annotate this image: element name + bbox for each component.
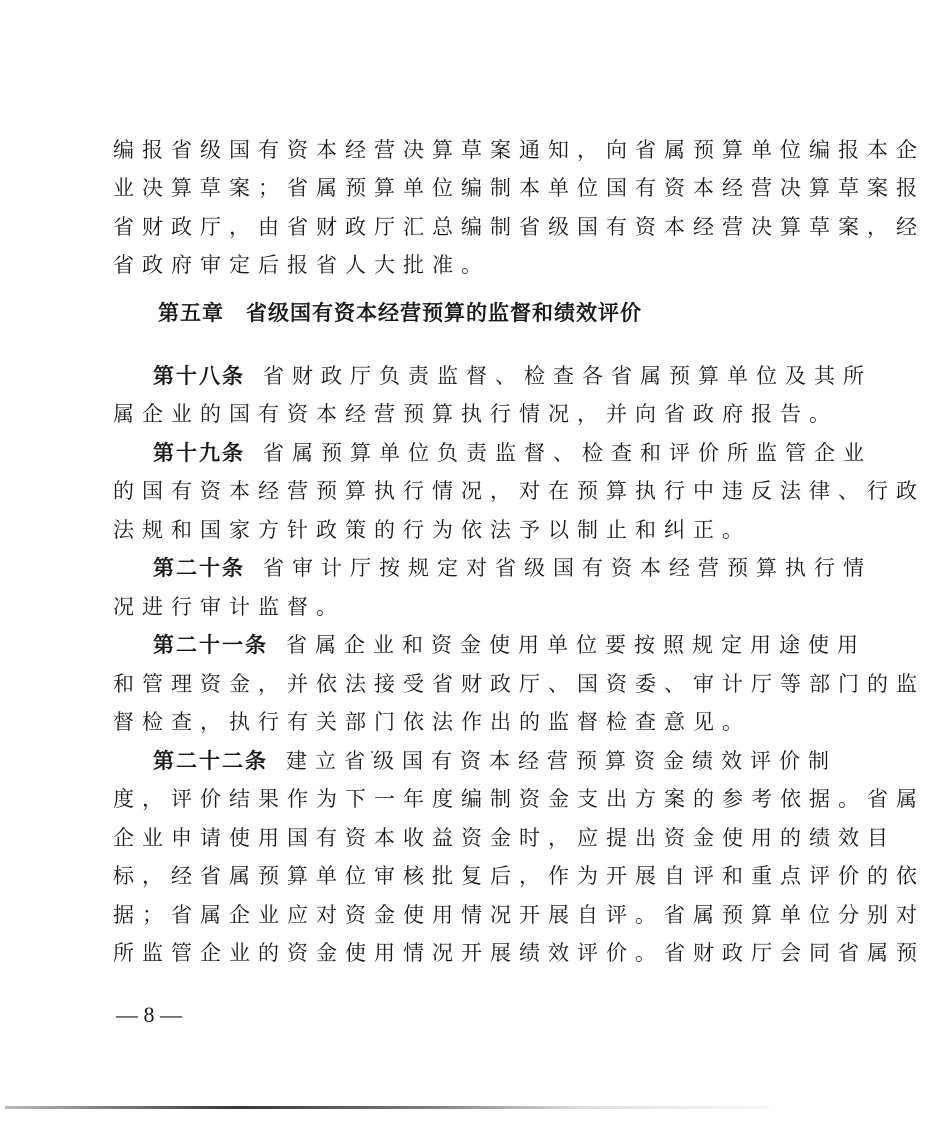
page-number: — 8 — <box>116 1002 182 1027</box>
intro-line: 业决算草案；省属预算单位编制本单位国有资本经营决算草案报 <box>113 176 925 200</box>
article-text: 省属预算单位负责监督、检查和评价所监管企业 <box>263 441 872 465</box>
chapter-title: 省级国有资本经营预算的监督和绩效评价 <box>246 300 642 325</box>
chapter-number: 第五章 <box>158 300 224 325</box>
article-text: 省审计厅按规定对省级国有资本经营预算执行情 <box>263 556 872 580</box>
article-line: 督检查，执行有关部门依法作出的监督检查意见。 <box>113 710 751 734</box>
article-line: 况进行审计监督。 <box>113 595 345 619</box>
article-22-first-line <box>113 746 837 776</box>
article-label: 第二十条 <box>153 556 245 580</box>
article-text: 建立省级国有资本经营预算资金绩效评价制 <box>286 749 837 773</box>
article-20-first-line <box>113 553 872 583</box>
article-line: 的国有资本经营预算执行情况，对在预算执行中违反法律、行政 <box>113 479 925 503</box>
article-line: 所监管企业的资金使用情况开展绩效评价。省财政厅会同省属预 <box>113 941 925 965</box>
article-label: 第十八条 <box>153 364 245 388</box>
article-18-first-line <box>113 361 872 391</box>
article-text: 省属企业和资金使用单位要按照规定用途使用 <box>286 633 866 657</box>
chapter-heading <box>0 298 800 328</box>
intro-line: 编报省级国有资本经营决算草案通知，向省属预算单位编报本企 <box>113 138 925 162</box>
scan-edge-line <box>5 1106 775 1109</box>
article-line: 据；省属企业应对资金使用情况开展自评。省属预算单位分别对 <box>113 903 925 927</box>
article-19-first-line <box>113 438 872 468</box>
article-line: 法规和国家方针政策的行为依法予以制止和纠正。 <box>113 518 751 542</box>
article-21-first-line <box>113 630 866 660</box>
article-line: 属企业的国有资本经营预算执行情况，并向省政府报告。 <box>113 402 838 426</box>
article-line: 度，评价结果作为下一年度编制资金支出方案的参考依据。省属 <box>113 787 925 811</box>
article-label: 第二十二条 <box>153 749 268 773</box>
article-label: 第十九条 <box>153 441 245 465</box>
intro-line: 省财政厅，由省财政厅汇总编制省级国有资本经营决算草案，经 <box>113 215 925 239</box>
article-line: 标，经省属预算单位审核批复后，作为开展自评和重点评价的依 <box>113 864 925 888</box>
article-text: 省财政厅负责监督、检查各省属预算单位及其所 <box>263 364 872 388</box>
article-label: 第二十一条 <box>153 633 268 657</box>
intro-line: 省政府审定后报省人大批准。 <box>113 253 490 277</box>
article-line: 和管理资金，并依法接受省财政厅、国资委、审计厅等部门的监 <box>113 672 925 696</box>
article-line: 企业申请使用国有资本收益资金时，应提出资金使用的绩效目 <box>113 826 896 850</box>
